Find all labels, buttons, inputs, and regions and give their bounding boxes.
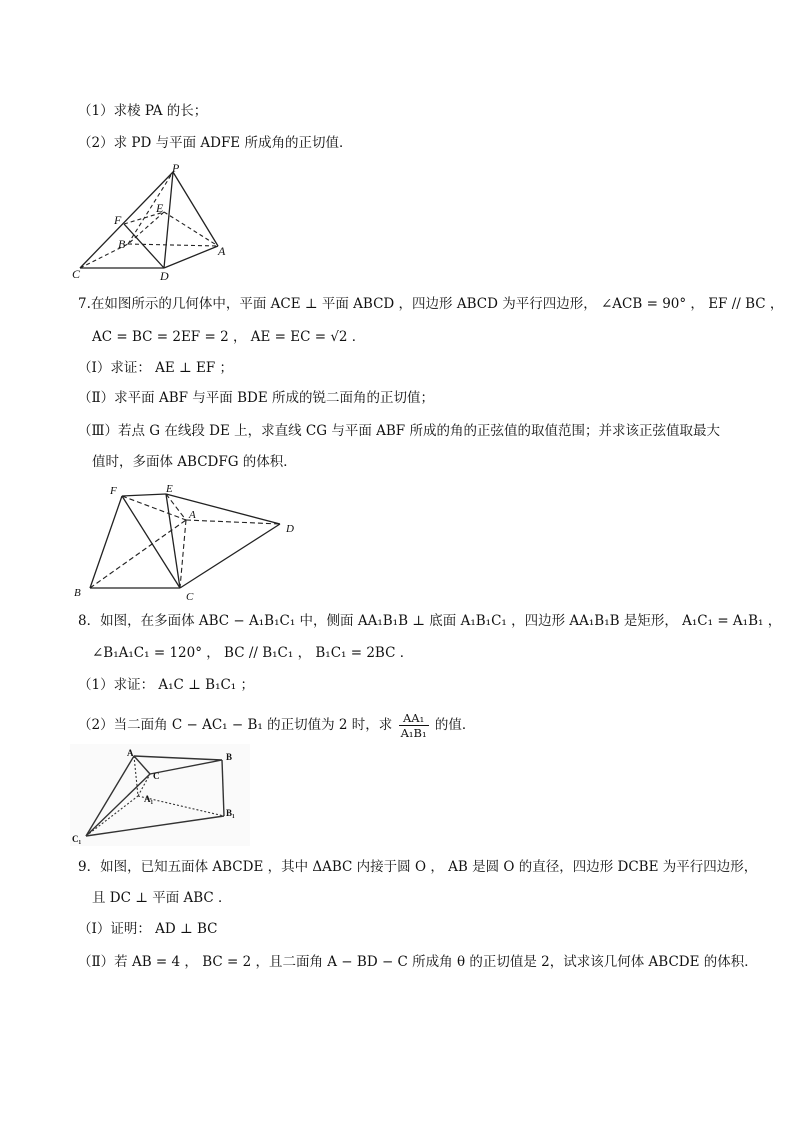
label-A: A (218, 244, 226, 258)
problem8-conditions: ∠B₁A₁C₁ = 120° ， BC // B₁C₁ ， B₁C₁ = 2BC ． (92, 645, 414, 661)
problem7-part3-cont: 值时，多面体 ABCDFG 的体积． (92, 454, 297, 470)
problem9-stem: 9．如图，已知五面体 ABCDE ，其中 ΔABC 内接于圆 O ， AB 是圆 O 的直径，四边形 DCBE 为平行四边形， (78, 859, 758, 875)
problem7-part3: （Ⅲ）若点 G 在线段 DE 上，求直线 CG 与平面 ABF 所成的角的正弦值的取值范围；并求该正弦值取最大 (78, 423, 720, 439)
problem7-conditions: AC = BC = 2EF = 2 ， AE = EC = √2 ． (92, 329, 366, 345)
problem9-part2: （Ⅱ）若 AB = 4 ， BC = 2 ，且二面角 A − BD − C 所成角 θ 的正切值是 2，试求该几何体 ABCDE 的体积． (78, 954, 758, 970)
pyramid-figure-1 (68, 160, 238, 285)
fraction-numerator: AA₁ (399, 711, 429, 726)
problem6-part2: （2）求 PD 与平面 ADFE 所成角的正切值． (78, 135, 353, 151)
label-B: B (118, 237, 126, 251)
label-A1: A₁ (144, 794, 154, 804)
label-A: A (127, 748, 134, 758)
label-A: A (189, 509, 196, 521)
label-C: C (153, 771, 160, 781)
label-B1: B₁ (226, 808, 235, 818)
label-E: E (166, 483, 173, 495)
problem8-part1: （1）求证： A₁C ⊥ B₁C₁ ； (78, 677, 255, 693)
problem8-part2-text: （2）当二面角 C − AC₁ − B₁ 的正切值为 2 时，求 (78, 717, 393, 733)
problem8-stem: 8．如图，在多面体 ABC − A₁B₁C₁ 中，侧面 AA₁B₁B ⊥ 底面 A₁B₁C₁ ，四边形 AA₁B₁B 是矩形， A₁C₁ = A₁B₁ ， (78, 613, 782, 629)
ratio-fraction (399, 711, 429, 740)
label-C1: C₁ (72, 834, 82, 844)
polyhedron-figure-2 (70, 478, 310, 604)
problem7-part1: （Ⅰ）求证： AE ⊥ EF ； (78, 360, 234, 376)
problem9-part1: （Ⅰ）证明： AD ⊥ BC (78, 921, 218, 937)
fraction-denominator: A₁B₁ (400, 726, 427, 740)
label-B: B (226, 752, 233, 762)
label-B: B (74, 587, 81, 599)
problem8-part2-tail: 的值． (434, 717, 476, 733)
label-E: E (156, 201, 164, 215)
label-D: D (160, 269, 169, 283)
problem8-part2 (78, 711, 475, 740)
problem6-part1: （1）求棱 PA 的长； (78, 103, 208, 119)
label-F: F (114, 213, 122, 227)
problem7-stem: 7.在如图所示的几何体中，平面 ACE ⊥ 平面 ABCD ，四边形 ABCD 为平行四边形， ∠ACB = 90° ， EF // BC ， (78, 296, 784, 312)
label-C: C (72, 267, 81, 281)
label-D: D (286, 523, 294, 535)
polyhedron-figure-3 (70, 744, 250, 846)
problem7-part2: （Ⅱ）求平面 ABF 与平面 BDE 所成的锐二面角的正切值； (78, 390, 434, 406)
label-P: P (172, 161, 180, 175)
label-C: C (186, 591, 194, 603)
problem9-condition: 且 DC ⊥ 平面 ABC ． (92, 890, 232, 906)
label-F: F (110, 485, 117, 497)
